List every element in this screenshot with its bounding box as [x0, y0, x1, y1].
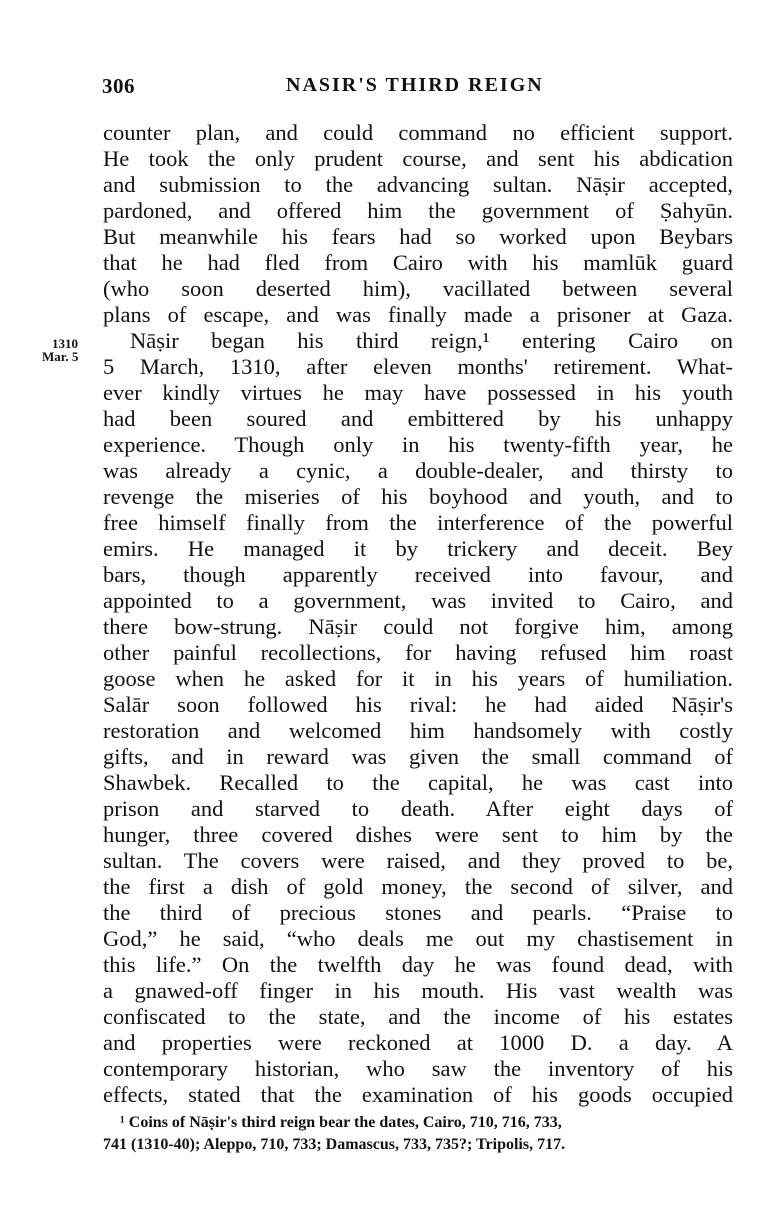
body-line: pardoned, and offered him the government of Ṣahyūn.: [103, 198, 733, 223]
body-line: (who soon deserted him), vacillated between several: [103, 276, 733, 301]
body-line: goose when he asked for it in his years of humiliation.: [103, 666, 733, 691]
body-line: and submission to the advancing sultan. Nāṣir accepted,: [103, 172, 733, 197]
body-line: He took the only prudent course, and sent his abdication: [103, 146, 733, 171]
body-line: effects, stated that the examination of his goods occupied: [103, 1082, 733, 1107]
body-line: the first a dish of gold money, the second of silver, and: [103, 874, 733, 899]
body-line: and properties were reckoned at 1000 D. a day. A: [103, 1030, 733, 1055]
body-line: plans of escape, and was finally made a prisoner at Gaza.: [103, 302, 733, 327]
body-line: experience. Though only in his twenty-fifth year, he: [103, 432, 733, 457]
body-line: confiscated to the state, and the income of his estates: [103, 1004, 733, 1029]
body-line: Salār soon followed his rival: he had aided Nāṣir's: [103, 692, 733, 717]
body-line: revenge the miseries of his boyhood and youth, and to: [103, 484, 733, 509]
body-line: But meanwhile his fears had so worked upon Beybars: [103, 224, 733, 249]
body-line: Shawbek. Recalled to the capital, he was cast into: [103, 770, 733, 795]
body-line: hunger, three covered dishes were sent to him by the: [103, 822, 733, 847]
body-line: ever kindly virtues he may have possessed in his youth: [103, 380, 733, 405]
body-line: counter plan, and could command no efficient support.: [103, 120, 733, 145]
page-number: 306: [102, 74, 135, 98]
body-line: Nāṣir began his third reign,¹ entering Cairo on: [130, 328, 733, 353]
body-line: had been soured and embittered by his unhappy: [103, 406, 733, 431]
body-line: was already a cynic, a double-dealer, and thirsty to: [103, 458, 733, 483]
footnote-line: ¹ Coins of Nāṣir's third reign bear the dates, Cairo, 710, 716, 733,: [120, 1114, 562, 1131]
body-line: contemporary historian, who saw the inventory of his: [103, 1056, 733, 1081]
body-line: sultan. The covers were raised, and they proved to be,: [103, 848, 733, 873]
margin-note-date: Mar. 5: [42, 349, 79, 364]
body-line: the third of precious stones and pearls. “Praise to: [103, 900, 733, 925]
body-line: gifts, and in reward was given the small command of: [103, 744, 733, 769]
body-line: a gnawed-off finger in his mouth. His vast wealth was: [103, 978, 733, 1003]
body-line: this life.” On the twelfth day he was found dead, with: [103, 952, 733, 977]
body-line: that he had fled from Cairo with his mamlūk guard: [103, 250, 733, 275]
body-line: 5 March, 1310, after eleven months' retirement. What-: [103, 354, 733, 379]
body-line: emirs. He managed it by trickery and deceit. Bey: [103, 536, 733, 561]
margin-note-year: 1310: [52, 336, 78, 351]
body-line: there bow-strung. Nāṣir could not forgive him, among: [103, 614, 733, 639]
body-line: God,” he said, “who deals me out my chastisement in: [103, 926, 733, 951]
body-line: restoration and welcomed him handsomely with costly: [103, 718, 733, 743]
body-line: bars, though apparently received into favour, and: [103, 562, 733, 587]
body-line: prison and starved to death. After eight days of: [103, 796, 733, 821]
body-line: free himself finally from the interference of the powerful: [103, 510, 733, 535]
body-line: other painful recollections, for having refused him roast: [103, 640, 733, 665]
footnote-line: 741 (1310-40); Aleppo, 710, 733; Damascus, 733, 735?; Tripolis, 717.: [103, 1136, 566, 1153]
running-head: NASIR'S THIRD REIGN: [286, 74, 544, 96]
body-line: appointed to a government, was invited to Cairo, and: [103, 588, 733, 613]
